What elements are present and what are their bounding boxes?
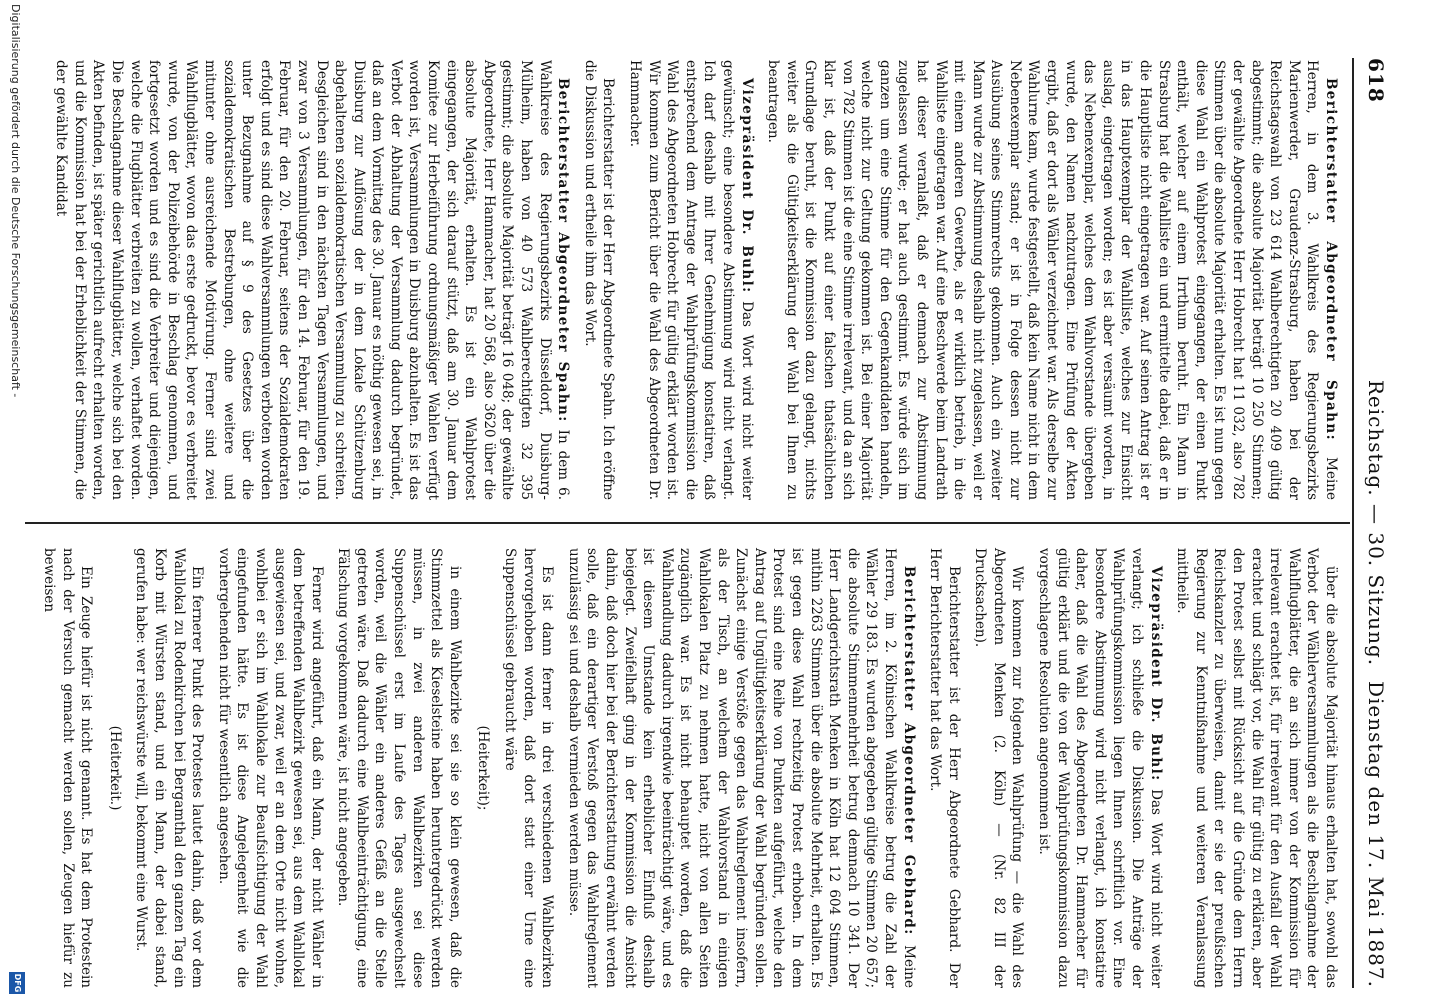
left-column [44,60,1340,500]
paragraph [580,60,617,500]
paragraph [971,548,1027,988]
paragraph [39,548,95,988]
paragraph-text: Das Wort wird nicht weiter verlangt; ich schließe die Diskussion. Die Anträge der Wahlprüfungskommission liegen Ihnen schriftlich vor. Eine besondere Abstimmung wird nicht verlangt, ich konstatire daher, daß die Wahl des Abgeordneten Dr. Hammacher für gültig erklärt und die von der Wahlprüfungskommission dazu vorgeschlagene Resolution angenommen ist. [1036,548,1164,988]
paragraph-text: (Heiterkeit); [475,725,492,811]
paragraph-text: Meine Herren, in dem 3. Wahlkreis des Regierungsbezirks Marienwerder, Graudenz-Strasburg, haben bei der Reichstagswahl von 23 614 Wahlberechtigten 20 409 gültig abgestimmt; die absolute Majorität beträgt 10 250 Stimmen; der gewählte Abgeordnete Herr Hobrecht hat 11 032, also 782 Stimmen über die absolute Majorität erhalten. Es ist nun gegen diese Wahl ein Wahlprotest eingegangen, der einen Punkt enthält, welcher auf einem Irrthum beruht. Ein Mann in Strasburg hat die Wahlliste ein und ermittelte dabei, daß er in die Hauptliste nicht eingetragen war. Auf seinen Antrag ist er in das Hauptexemplar der Wahlliste, welches zur Einsicht auslag, eingetragen worden; es ist aber versäumt worden, in das Nebenexemplar, welches dem Wahlvorstande übergeben wurde, den Namen nachzutragen. Eine Prüfung der Akten ergibt, daß er dort als Wähler verzeichnet war. Als derselbe zur Wahlurne kam, wurde festgestellt, daß kein Name nicht in dem Nebenexemplar stand; er ist in Folge dessen nicht zur Ausübung seines Stimmrechts gekommen. Auch ein zweiter Mann wurde zur Abstimmung deshalb nicht zugelassen, weil er mit einem anderen Gewerbe, als er wirklich betrieb, in die Wahlliste eingetragen war. Auf eine Beschwerde beim Landrath hat dieser veranlaßt, daß er demnach zur Abstimmung zugelassen wurde; er hat auch gestimmt. Es würde sich im ganzen um eine Stimme für den Gegenkandidaten handeln, welche nicht zur Geltung gekommen ist. Bei einer Majorität von 782 Stimmen ist die eine Stimme irrelevant, und da an sich klar ist, daß der Punkt auf einer falschen thatsächlichen Grundlage beruht, ist die Kommission dazu gelangt, nichts weiter als die Gültigkeitserklärung der Wahl bei Ihnen zu beantragen. [765,60,1339,500]
paragraph-text: Ein Zeuge hiefür ist nicht genannt. Es hat dem Protestein nach der Versuch gemacht werden sollen, Zeugen hiefür zu beweisen [41,548,95,988]
paragraph-text: in einem Wahlbezirke sei sie so klein gewesen, daß die Stimmzettel als Kieselsteine haben heruntergedrückt werden müssen, in zwei anderen Wahlbezirken sei diese Suppenschüssel erst im Laufe des Tages ausgewechselt worden, weil die Wähler ein anderes Gefäß an die Stelle getreten wäre. Daß dadurch eine Wahlbeeinträchtigung, eine Fälschung vorgekommen wäre, ist nicht angegeben. [335,548,463,988]
header-divider [1352,58,1354,988]
paragraph [764,60,1340,500]
digitization-footer [3,0,27,1000]
paragraph-text: In dem 6. Wahlkreise des Regierungsbezirks Düsseldorf, Duisburg-Mülheim, haben von 40 573 Wahlberechtigten 32 395 gestimmt; die absolute Majorität beträgt 16 048; der gewählte Abgeordnete, Herr Hammacher, hat 20 568, also 3620 über die absolute Majorität, erhalten. Es ist ein Wahlprotest eingegangen, der sich darauf stützt, daß am 30. Januar dem Komitee zur Herbeiführung ordnungsmäßiger Wahlen verfügt worden ist, Versammlungen in Duisburg abzuhalten. Es ist das Verbot der Abhaltung der Versammlung dadurch begründet, daß an dem Vormittag des 30. Januar es nöthig gewesen sei, in Duisburg zur Auflösung der in dem Lokale Schützenburg abgehaltenen sozialdemokratischen Versammlung zu schreiten. Desgleichen sind in den nächsten Tagen Versammlungen, und zwar von 3 Versammlungen, für den 14. Februar, für den 19. Februar, für den 20. Februar, seitens der Sozialdemokraten erfolgt und es sind diese Wahlversammlungen verboten worden unter Bezugnahme auf § 9 des Gesetzes über die sozialdemokratischen Bestrebungen, ohne weitere und mitunter ohne ausreichende Motivirung. Ferner sind zwei Wahlflugblätter, wovon das erste gedruckt, bevor es verbreitet wurde, von der Polizeibehörde in Beschlag genommen, und fortgesetzt worden und es sind die Verbreiter und diejenigen, welche die Flugblätter verbreiten zu wollen, verhaftet worden. Die Beschlagnahme dieser Wahlflugblätter, welche sich bei den Akten befinden, ist später gerichtlich aufrecht erhalten worden, und die Kommission hat bei der Erheblichkeit der Stimmen, die der gewählte Kandidat [53,60,572,500]
paragraph [474,548,493,988]
speaker-name: Berichterstatter Abgeordneter Spahn: [555,78,572,423]
footer-credit: Digitalisierung gefördert durch die Deutsche Forschungsgemeinschaft - [9,4,22,398]
paragraph [625,60,755,500]
paragraph [1035,548,1165,988]
paragraph [52,60,573,500]
paragraph [105,548,124,988]
paragraph [564,548,917,988]
paragraph [132,548,206,988]
paragraph [500,548,556,988]
session-date: Dienstag den 17. Mai 1887. [1364,681,1388,988]
paragraph [334,548,464,988]
paragraph-text: Es ist dann ferner in drei verschiedenen Wahlbezirken hervorgehoben worden, daß dort statt einer Urne eine Suppenschüssel gebraucht wäre [502,548,556,988]
paragraph-text: Ferner wird angeführt, daß ein Mann, der nicht Wähler in dem betreffenden Wahlbezirk gewesen sei, aus dem Wahllokal ausgewiesen sei, und zwar, weil er an dem Orte nicht wohne, wohlbei er sich im Wahllokale zur Beaufsichtigung der Wahl eingefunden hätte. Es ist diese Angelegenheit wie die vorhergehenden nicht für wesentlich angesehen. [215,548,325,988]
paragraph [214,548,326,988]
page-header [1356,58,1390,988]
paragraph [1173,548,1340,988]
column-divider [25,522,1350,524]
speaker-name: Berichterstatter Abgeordneter Gebhard: [900,566,917,936]
paragraph-text: Meine Herren, im 2. Kölnischen Wahlkreise betrug die Zahl der Wähler 29 183. Es wurden abgegeben gültige Stimmen 20 657; die absolute Stimmenmehrheit betrug demnach 10 341. Der Herr Landgerichtsrath Menken in Köln hat 12 604 Stimmen, mithin 2263 Stimmen über die absolute Mehrheit, erhalten. Es ist gegen diese Wahl rechtzeitig Protest erhoben. In dem Protest sind eine Reihe von Punkten aufgeführt, welche den Antrag auf Ungültigkeitserklärung der Wahl begründen sollen. Zunächst einige Verstöße gegen das Wahlreglement insofern, als der Tisch, an welchem der Wahlvorstand in einigen Wahllokalen Platz zu nehmen hatte, nicht von allen Seiten zugänglich war. Es ist nicht behauptet worden, daß die Wahlhandlung dadurch irgendwie beeinträchtigt wäre, und es ist diesem Umstande kein erheblicher Einfluß deshalb beigelegt. Zweifelhaft ging in der Kommission die Ansicht dahin, daß doch hier bei der Berichterstattung erwähnt werden solle, daß ein derartiger Verstoß gegen das Wahlreglement unzulässig sei und deshalb vermieden werden müsse. [565,548,917,988]
speaker-name: Vizepräsident Dr. Buhl: [1147,566,1164,782]
paragraph-text: (Heiterkeit.) [106,725,123,811]
paragraph-text: Berichterstatter ist der Herr Abgeordnete Gebhard. Der Herr Berichterstatter hat das Wort. [927,548,962,988]
paragraph-text: Wir kommen zur folgenden Wahlprüfung — die Wahl des Abgeordneten Menken (2. Köln) — (Nr. 82 III der Drucksachen). [972,548,1026,988]
paragraph-text: Das Wort wird nicht weiter gewünscht; eine besondere Abstimmung wird nicht verlangt. Ich darf deshalb mit Ihrer Genehmigung konstatiren, daß entsprechend dem Antrage der Wahlprüfungskommission die Wahl des Abgeordneten Hobrecht für gültig erklärt worden ist. Wir kommen zum Bericht über die Wahl des Abgeordneten Dr. Hammacher. [627,60,755,500]
page-number: 618 [1364,58,1388,103]
paragraph [926,548,963,988]
paragraph-text: über die absolute Majorität hinaus erhalten hat, sowohl das Verbot der Wählerversammlungen als die Beschlagnahme der Wahlflugblätter, die an sich immer von der Kommission für irrelevant erachtet ist, für irrelevant für den Ausfall der Wahl erachtet und schlägt vor, die Wahl für gültig zu erklären, aber den Protest selbst mit Rücksicht auf die Gründe dem Herrn Reichskanzler zu überweisen, damit er sie der preußischen Regierung zur Kenntnißnahme und weiteren Veranlassung mittheile. [1174,548,1339,988]
right-column [31,548,1340,988]
speaker-name: Berichterstatter Abgeordneter Spahn: [1323,78,1339,441]
paragraph-text: Ein fernerer Punkt des Protestes lautet dahin, daß vor dem Wahllokal zu Rodenkirchen bei Bergamthal den ganzen Tag ein Korb mit Würsten stand, und ein Mann, der dabei stand, gerufen habe: wer reichswürste will, bekommt eine Wurst. [133,548,206,988]
speaker-name: Vizepräsident Dr. Buhl: [738,78,755,294]
dfg-logo-icon: DFG [9,972,25,994]
running-title: Reichstag. — 30. Sitzung. [1364,379,1388,667]
paragraph-text: Berichterstatter ist der Herr Abgeordnete Spahn. Ich eröffne die Diskussion und ertheile ihm das Wort. [581,60,617,500]
